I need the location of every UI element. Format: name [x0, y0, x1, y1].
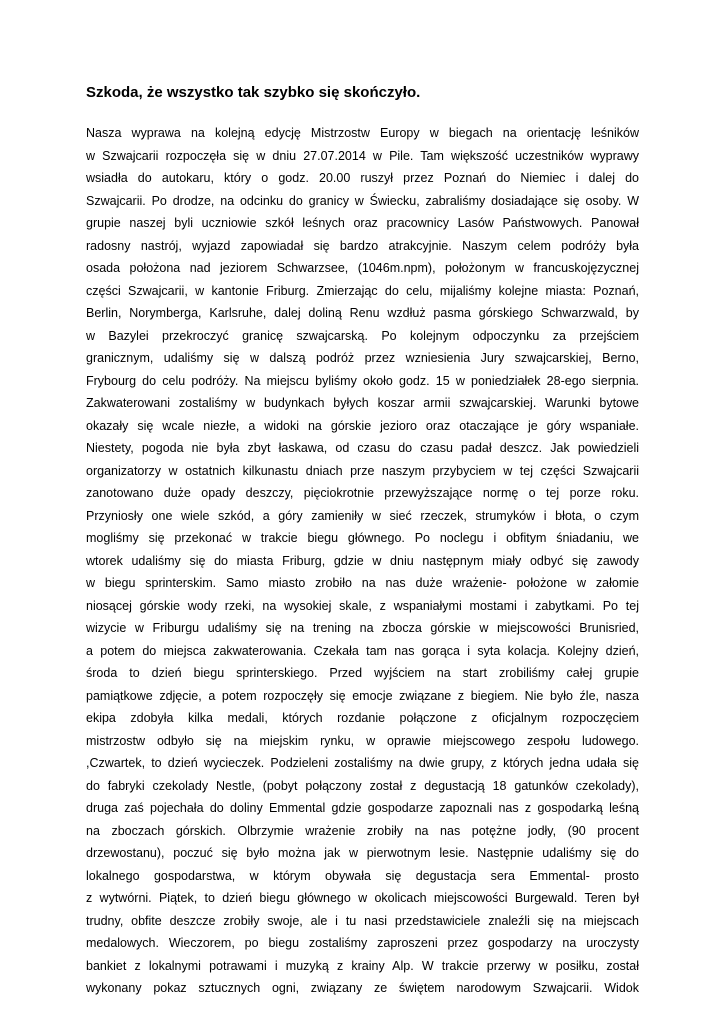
text-line: z wytwórni. Piątek, to dzień biegu głównego w okolicach miejscowości Burgewald. Teren był: [86, 891, 639, 905]
text-line: w biegu sprinterskim. Samo miasto zrobiło na nas duże wrażenie- położone w załomie: [86, 576, 639, 590]
text-line: wizycie w Friburgu udaliśmy się na trening na zbocza górskie w miejscowości Brunisried,: [86, 621, 639, 635]
text-line: zanotowano duże opady deszczy, pięciokrotnie przewyższające normę o tej porze roku.: [86, 486, 639, 500]
text-line: druga zaś pojechała do doliny Emmental gdzie gospodarze zapoznali nas z gospodarką leśną: [86, 801, 639, 815]
text-line: Przyniosły one wiele szkód, a góry zamieniły w sieć rzeczek, strumyków i błota, o czym: [86, 508, 639, 523]
text-line: Zakwaterowani zostaliśmy w budynkach byłych koszar armii szwajcarskiej. Warunki bytowe: [86, 396, 639, 410]
text-line: organizatorzy w ostatnich kilkunastu dniach prze naszym przybyciem w tej części Szwajcarii: [86, 463, 639, 478]
text-line: Berlin, Norymberga, Karlsruhe, dalej doliną Renu wzdłuż pasma górskiego Schwarzwald, by: [86, 306, 639, 320]
text-line: wsiadła do autokaru, który o godz. 20.00 ruszył przez Poznań do Niemiec i dalej do: [86, 171, 639, 185]
text-line: pamiątkowe zdjęcie, a potem rozpoczęły się emocje związane z biegiem. Nie było źle, nasza: [86, 688, 639, 703]
text-line: lokalnego gospodarstwa, w którym obywała się degustacja sera Emmental- prosto: [86, 868, 639, 883]
text-line: ekipa zdobyła kilka medali, których rozdanie połączone z oficjalnym rozpoczęciem: [86, 711, 639, 725]
document-title: Szkoda, że wszystko tak szybko się skończyło.: [86, 84, 421, 101]
text-line: Frybourg do celu podróży. Na miejscu byliśmy około godz. 15 w poniedziałek 28-ego sierpnia.: [86, 373, 639, 388]
text-line: Szwajcarii. Po drodze, na odcinku do granicy w Świecku, zabraliśmy dosiadające się osoby. W: [86, 193, 639, 208]
text-line: do fabryki czekolady Nestle, (pobyt połączony został z degustacją 18 gatunków czekolady),: [86, 778, 639, 793]
text-line: medalowych. Wieczorem, po biegu zostaliśmy zaproszeni przez gospodarzy na uroczysty: [86, 936, 639, 950]
text-line: grupie naszej byli uczniowie szkół leśnych oraz pracownicy Lasów Państwowych. Panował: [86, 216, 639, 230]
text-line: w Bazylei przekroczyć granicę szwajcarską. Po kolejnym odpoczynku za przejściem: [86, 328, 639, 343]
text-line: trudny, obfite deszcze zrobiły swoje, ale i tu nasi przedstawiciele znaleźli się na miejscach: [86, 913, 639, 928]
text-line: Niestety, pogoda nie była zbyt łaskawa, od czasu do czasu padał deszcz. Jak powiedzieli: [86, 441, 639, 455]
text-line: części Szwajcarii, w kantonie Friburg. Zmierzając do celu, mijaliśmy kolejne miasta: Poznań,: [86, 283, 639, 298]
text-line: na zboczach górskich. Olbrzymie wrażenie zrobiły na nas potężne jodły, (90 procent: [86, 823, 639, 838]
text-line: radosny nastrój, wyjazd zapowiadał się bardzo atrakcyjnie. Naszym celem podróży była: [86, 238, 639, 253]
text-line: środa to dzień biegu sprinterskiego. Przed wyjściem na start zrobiliśmy całej grupie: [86, 666, 639, 680]
text-line: bankiet z lokalnymi potrawami i muzyką z krainy Alp. W trakcie przerwy w posiłku, został: [86, 958, 639, 973]
text-line: niosącej górskie wody rzeki, na wysokiej skale, z wspaniałymi mostami i zabytkami. Po tej: [86, 598, 639, 613]
text-line: wtorek udaliśmy się do miasta Friburg, gdzie w dniu następnym miały odbyć się zawody: [86, 553, 639, 568]
text-line: a potem do miejsca zakwaterowania. Czekała tam nas gorąca i syta kolacja. Kolejny dzień,: [86, 643, 639, 658]
document-body: [86, 122, 639, 1000]
text-line: drzewostanu), poczuć się było można jak w pierwotnym lesie. Następnie udaliśmy się do: [86, 846, 639, 860]
text-line: wykonany pokaz sztucznych ogni, związany ze świętem narodowym Szwajcarii. Widok: [86, 981, 639, 995]
text-line: ,Czwartek, to dzień wycieczek. Podzieleni zostaliśmy na dwie grupy, z których jedna udała się: [86, 756, 639, 770]
text-line: mogliśmy się przekonać w trakcie biegu głównego. Po noclegu i obfitym śniadaniu, we: [86, 531, 639, 545]
text-line: Nasza wyprawa na kolejną edycję Mistrzostw Europy w biegach na orientację leśników: [86, 126, 639, 140]
text-line: okazały się wcale niezłe, a widoki na górskie jezioro oraz otaczające je góry wspaniałe.: [86, 418, 639, 433]
text-line: w Szwajcarii rozpoczęła się w dniu 27.07.2014 w Pile. Tam większość uczestników wyprawy: [86, 148, 639, 163]
text-line: mistrzostw odbyło się na miejskim rynku, w oprawie miejscowego zespołu ludowego.: [86, 733, 639, 748]
text-line: granicznym, udaliśmy się w dalszą podróż przez wzniesienia Jury szwajcarskiej, Berno,: [86, 351, 639, 365]
text-line: osada położona nad jeziorem Schwarzsee, (1046m.npm), położonym w francuskojęzycznej: [86, 261, 639, 275]
